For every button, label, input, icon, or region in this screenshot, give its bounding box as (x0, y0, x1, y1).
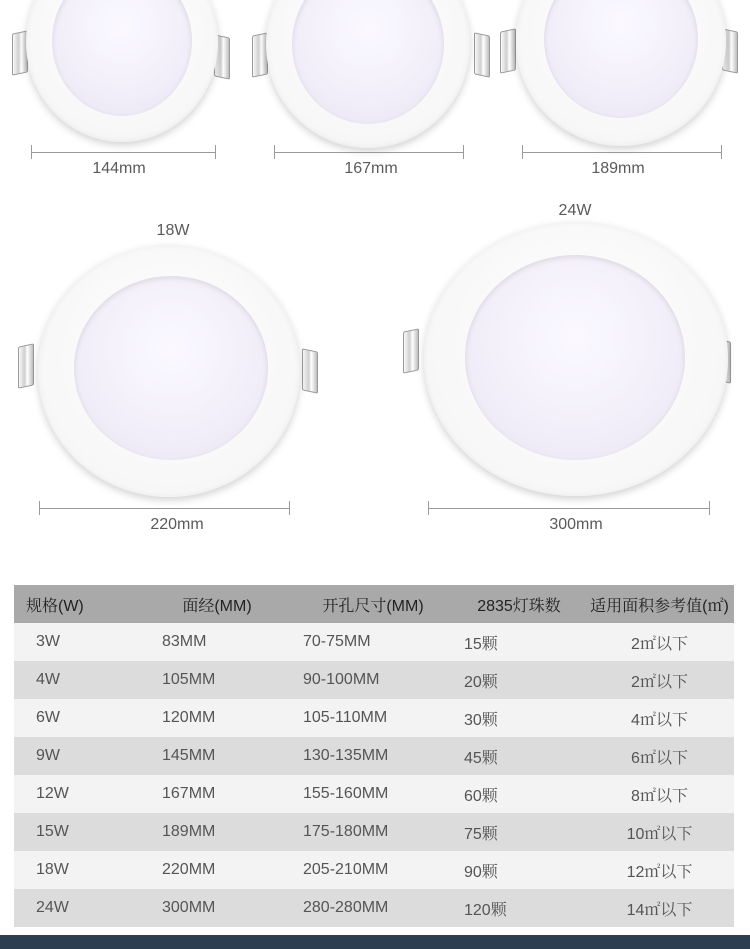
cell-area: 12㎡以下 (585, 851, 734, 889)
cell-area: 8㎡以下 (585, 775, 734, 813)
cell-cutout-size: 70-75MM (293, 623, 454, 661)
cell-area: 4㎡以下 (585, 699, 734, 737)
dimension-label: 144mm (92, 160, 146, 177)
cell-led-count: 30颗 (454, 699, 585, 737)
watt-label-24w: 24W (558, 202, 592, 219)
cell-cutout-size: 155-160MM (293, 775, 454, 813)
cell-area: 10㎡以下 (585, 813, 734, 851)
cell-cutout-size: 280-280MM (293, 889, 454, 927)
cell-face-diameter: 220MM (142, 851, 293, 889)
cell-led-count: 120颗 (454, 889, 585, 927)
cell-area: 14㎡以下 (585, 889, 734, 927)
dimension-label: 167mm (344, 160, 398, 177)
cell-cutout-size: 90-100MM (293, 661, 454, 699)
cell-face-diameter: 145MM (142, 737, 293, 775)
footer-bar (0, 935, 750, 949)
cell-spec: 6W (14, 699, 142, 737)
cell-led-count: 60颗 (454, 775, 585, 813)
dimension-label: 300mm (549, 516, 603, 533)
panel-lens (74, 276, 268, 460)
cell-spec: 18W (14, 851, 142, 889)
cell-face-diameter: 189MM (142, 813, 293, 851)
cell-spec: 4W (14, 661, 142, 699)
table-row (14, 699, 734, 737)
cell-spec: 24W (14, 889, 142, 927)
header-cutout-size: 开孔尺寸(MM) (293, 585, 454, 623)
mounting-clip-right (474, 32, 490, 77)
table-row (14, 889, 734, 927)
table-row (14, 661, 734, 699)
cell-spec: 15W (14, 813, 142, 851)
cell-area: 2㎡以下 (585, 661, 734, 699)
header-face-diameter: 面经(MM) (142, 585, 293, 623)
cell-area: 2㎡以下 (585, 623, 734, 661)
dimension-label: 189mm (591, 160, 645, 177)
cell-cutout-size: 105-110MM (293, 699, 454, 737)
cell-cutout-size: 175-180MM (293, 813, 454, 851)
cell-spec: 9W (14, 737, 142, 775)
panel-lens (465, 255, 685, 460)
header-led-count: 2835灯珠数 (454, 585, 585, 623)
table-row (14, 851, 734, 889)
table-row (14, 775, 734, 813)
cell-led-count: 75颗 (454, 813, 585, 851)
dimension-label: 220mm (150, 516, 204, 533)
table-row (14, 813, 734, 851)
mounting-clip-left (500, 28, 516, 73)
cell-area: 6㎡以下 (585, 737, 734, 775)
cell-led-count: 15颗 (454, 623, 585, 661)
table-row (14, 737, 734, 775)
table-row (14, 623, 734, 661)
cell-spec: 3W (14, 623, 142, 661)
cell-led-count: 45颗 (454, 737, 585, 775)
cell-face-diameter: 167MM (142, 775, 293, 813)
mounting-clip-left (18, 343, 34, 388)
cell-led-count: 90颗 (454, 851, 585, 889)
cell-face-diameter: 105MM (142, 661, 293, 699)
cell-cutout-size: 205-210MM (293, 851, 454, 889)
mounting-clip-left (403, 328, 419, 373)
cell-face-diameter: 83MM (142, 623, 293, 661)
header-spec: 规格(W) (14, 585, 142, 623)
cell-face-diameter: 120MM (142, 699, 293, 737)
cell-face-diameter: 300MM (142, 889, 293, 927)
cell-led-count: 20颗 (454, 661, 585, 699)
spec-table (14, 585, 734, 927)
table-header-row (14, 585, 734, 623)
mounting-clip-right (302, 348, 318, 393)
watt-label-18w: 18W (156, 222, 190, 239)
header-area: 适用面积参考值(㎡) (585, 585, 734, 623)
cell-spec: 12W (14, 775, 142, 813)
cell-cutout-size: 130-135MM (293, 737, 454, 775)
